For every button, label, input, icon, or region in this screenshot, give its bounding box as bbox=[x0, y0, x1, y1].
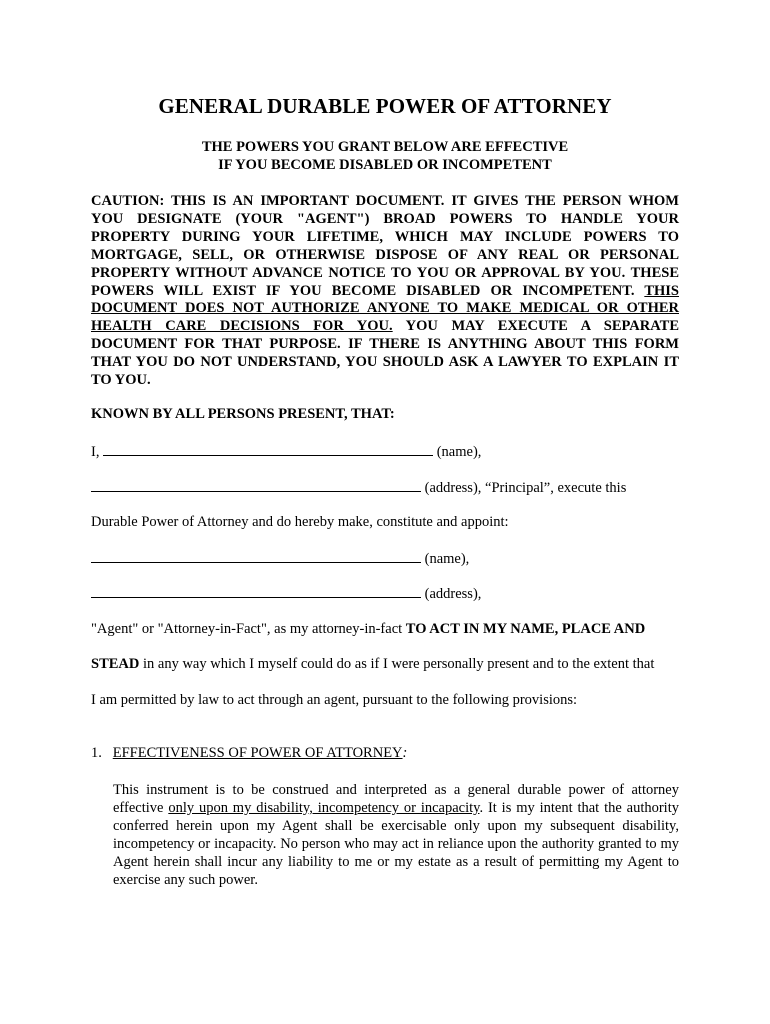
agent-address-line bbox=[91, 585, 481, 603]
agent-name-label: (name), bbox=[424, 551, 470, 567]
caution-text-1: CAUTION: THIS IS AN IMPORTANT DOCUMENT. IT GIVES THE PERSON WHOM YOU DESIGNATE (YOUR "AGENT") BROAD POWERS TO HANDLE YOUR PROPERTY DURING YOUR LIFETIME, WHICH MAY INCLUDE POWERS TO MORTGAGE, SELL, OR OTHERWISE DISPOSE OF ANY REAL OR PERSONAL PROPERTY WITHOUT ADVANCE NOTICE TO YOU OR APPROVAL BY YOU. THESE POWERS WILL EXIST IF YOU BECOME DISABLED OR INCOMPETENT. bbox=[91, 193, 679, 299]
caution-text-2: YOU MAY EXECUTE A SEPARATE DOCUMENT FOR THAT PURPOSE. IF THERE IS ANYTHING ABOUT THIS FORM THAT YOU DO NOT UNDERSTAND, YOU SHOULD ASK A LAWYER TO EXPLAIN IT TO YOU. bbox=[91, 318, 679, 389]
appoint-line: Durable Power of Attorney and do hereby make, constitute and appoint: bbox=[91, 514, 509, 530]
section-1-title: EFFECTIVENESS OF POWER OF ATTORNEY bbox=[112, 745, 403, 761]
principal-address-field[interactable] bbox=[91, 479, 421, 492]
caution-paragraph bbox=[91, 193, 679, 390]
principal-prefix: I, bbox=[91, 444, 100, 460]
principal-name-line bbox=[91, 443, 481, 461]
known-heading: KNOWN BY ALL PERSONS PRESENT, THAT: bbox=[91, 406, 395, 422]
principal-address-line bbox=[91, 479, 626, 497]
section-1-text-1: This instrument is to be construed and interpreted as a general durable power of attorney effective bbox=[113, 782, 679, 816]
subtitle-line-1: THE POWERS YOU GRANT BELOW ARE EFFECTIVE bbox=[201, 139, 569, 155]
section-1-heading bbox=[91, 745, 407, 762]
agent-name-line bbox=[91, 550, 469, 568]
principal-address-label: (address), “Principal”, execute this bbox=[424, 480, 627, 496]
agent-clause-text-1: "Agent" or "Attorney-in-Fact", as my attorney-in-fact bbox=[91, 621, 406, 637]
agent-clause-bold-2: STEAD bbox=[91, 656, 140, 672]
agent-address-field[interactable] bbox=[91, 585, 421, 598]
agent-clause-bold-1: TO ACT IN MY NAME, PLACE AND bbox=[405, 621, 646, 637]
section-1-underlined-text: only upon my disability, incompetency or incapacity bbox=[168, 799, 480, 816]
principal-name-label: (name), bbox=[436, 444, 482, 460]
agent-clause-text-2: in any way which I myself could do as if I were personally present and to the extent that bbox=[139, 656, 655, 672]
agent-clause-line-2 bbox=[91, 656, 654, 673]
agent-clause-line-1 bbox=[91, 621, 645, 638]
subtitle-line-2: IF YOU BECOME DISABLED OR INCOMPETENT bbox=[218, 157, 552, 173]
document-title: GENERAL DURABLE POWER OF ATTORNEY bbox=[158, 94, 612, 118]
principal-name-field[interactable] bbox=[103, 443, 433, 456]
section-1-colon: : bbox=[402, 745, 408, 761]
agent-address-label: (address), bbox=[424, 586, 482, 602]
caution-underlined-text: THIS DOCUMENT DOES NOT AUTHORIZE ANYONE TO MAKE MEDICAL OR OTHER HEALTH CARE DECISIONS FOR YOU. bbox=[91, 282, 679, 335]
agent-clause-line-3: I am permitted by law to act through an agent, pursuant to the following provisions: bbox=[91, 692, 578, 708]
section-1-paragraph bbox=[113, 782, 679, 889]
section-1-number: 1. bbox=[91, 745, 102, 761]
section-1-text-2: . It is my intent that the authority conferred herein upon my Agent shall be exercisable only upon my subsequent disability, incompetency or incapacity. No person who may act in reliance upon the authority granted to my Agent herein shall incur any liability to me or my estate as a result of permitting my Agent to exercise any such power. bbox=[113, 799, 679, 888]
agent-name-field[interactable] bbox=[91, 550, 421, 563]
